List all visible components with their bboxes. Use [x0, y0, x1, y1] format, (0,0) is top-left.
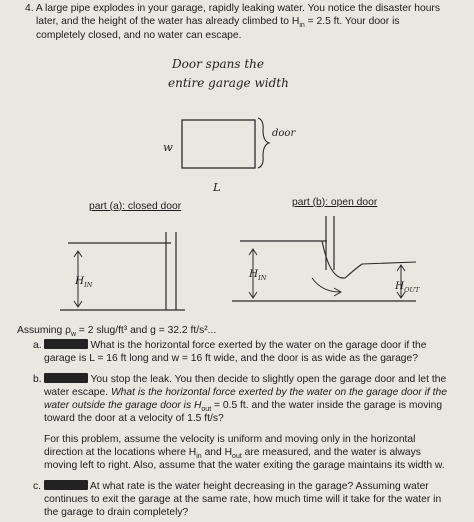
sketch-L-label: L [213, 180, 221, 194]
part-c-line-2: continues to exit the garage at the same rate, how much time will it take for the water in [44, 494, 442, 505]
assuming-post: = 2 slug/ft³ and g = 32.2 ft/s²... [76, 325, 217, 336]
assuming-pre: Assuming ρ [17, 325, 71, 336]
part-b-p2-sub-out: out [232, 453, 242, 461]
part-b-line-2 [44, 386, 447, 399]
assuming-sub: w [70, 331, 76, 339]
part-b-para2-line-1: For this problem, assume the velocity is uniform and moving only in the horizontal [44, 434, 416, 445]
part-a-line-2: garage is L = 16 ft long and w = 16 ft wide, and the door is as wide as the garage? [44, 353, 418, 364]
intro-line-2-text: later, and the height of the water has already climbed to H [36, 16, 300, 27]
part-b-p2-2b: and H [201, 447, 233, 458]
part-b-p2-2a: direction at the locations where H [44, 447, 197, 458]
part-b-line-4: toward the door at a velocity of 1.5 ft/s? [44, 413, 224, 424]
b-h-out-sub: OUT [404, 286, 420, 295]
b-h-out-letter: H [395, 280, 405, 292]
part-b-letter: b. [33, 374, 42, 385]
a-h-in-label [75, 275, 92, 289]
garage-plan-rectangle [182, 120, 255, 168]
part-a-letter: a. [33, 340, 42, 351]
part-b-text-3b: = 0.5 ft. and the water inside the garage is moving [211, 400, 443, 411]
redaction-box [44, 373, 88, 383]
part-a-line-1 [33, 339, 426, 352]
b-h-in-label [249, 268, 266, 282]
part-b-para2-line-3: moving left to right. Also, assume that the water exiting the garage maintains its width w. [44, 460, 445, 471]
redaction-box [44, 480, 88, 490]
part-b-line-1 [33, 373, 446, 386]
h-in-subscript: in [299, 22, 305, 30]
b-flow-arrow [312, 278, 340, 292]
part-b-p2-2c: are measured, and the water is always [241, 447, 421, 458]
part-a-text-1: What is the horizontal force exerted by the water on the garage door if the [90, 340, 427, 351]
sketch-w-label: w [163, 140, 173, 154]
part-b-text-2b: What is the horizontal force exerted by the water on the garage door if the [110, 387, 447, 398]
intro-line-2-end: = 2.5 ft. Your door is [304, 16, 400, 27]
b-h-out-label [395, 280, 419, 294]
figure-b-caption: part (b): open door [292, 197, 378, 208]
a-h-in-sub: IN [84, 281, 93, 290]
sketch-note-line-2: entire garage width [168, 76, 289, 90]
a-h-in-letter: H [75, 275, 85, 287]
part-c-line-3: the garage to drain completely? [44, 507, 189, 518]
part-b-text-3a: water outside the garage door is H [44, 400, 202, 411]
sketch-note-line-1: Door spans the [172, 57, 264, 71]
part-c-text-1: At what rate is the water height decreasing in the garage? Assuming water [89, 481, 429, 492]
door-brace [258, 118, 269, 168]
problem-intro-line-3: completely closed, and no water can escape. [36, 30, 242, 41]
b-h-in-letter: H [249, 268, 259, 280]
sketch-door-label: door [272, 128, 296, 139]
b-h-in-sub: IN [258, 274, 267, 283]
redaction-box [44, 339, 88, 349]
part-b-h-out-sub: out [201, 406, 212, 414]
part-b-text-2a: water escape. [44, 387, 111, 398]
figure-a-caption: part (a): closed door [89, 201, 182, 212]
part-b-p2-sub-in: in [196, 453, 202, 461]
problem-intro-line-1: 4. A large pipe explodes in your garage, rapidly leaking water. You notice the disaster hours [25, 3, 441, 14]
part-c-letter: c. [33, 481, 42, 492]
b-water-outflow [322, 241, 416, 278]
part-b-text-1: You stop the leak. You then decide to slightly open the garage door and let the [90, 374, 447, 385]
part-c-line-1 [33, 480, 429, 493]
